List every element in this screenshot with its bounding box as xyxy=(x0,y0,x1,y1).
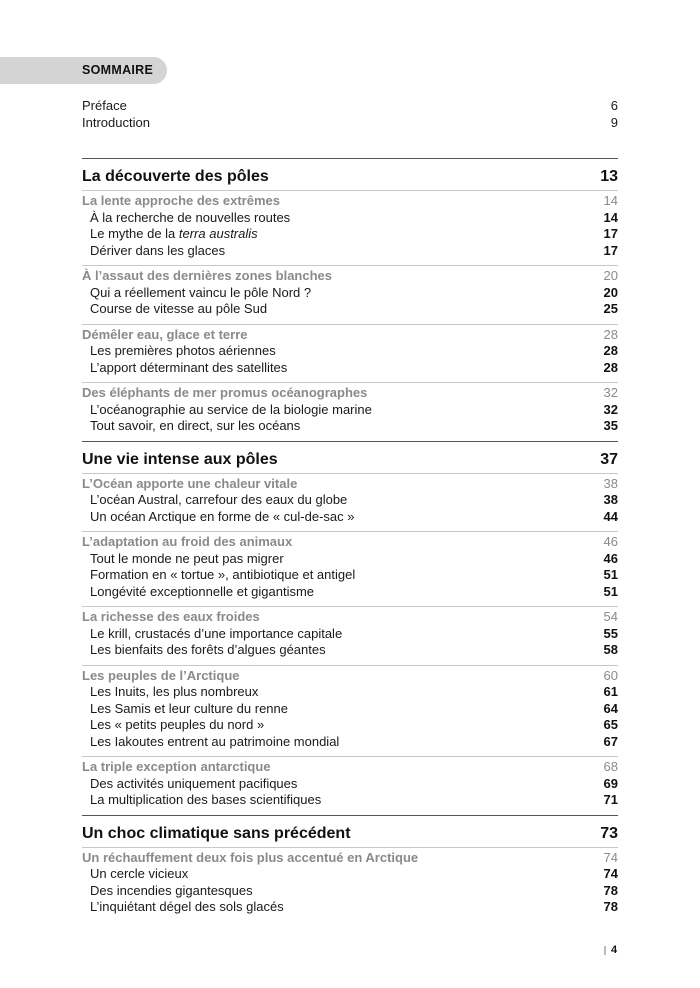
part-page: 73 xyxy=(600,824,618,842)
entry-title-prefix: Le mythe de la xyxy=(90,226,179,241)
toc-section xyxy=(82,606,618,665)
toc-entry xyxy=(82,883,618,900)
entry-page: 20 xyxy=(603,284,618,300)
part-heading xyxy=(82,164,618,190)
section-title: Démêler eau, glace et terre xyxy=(82,326,248,342)
toc-section xyxy=(82,382,618,441)
entry-title: Les « petits peuples du nord » xyxy=(90,717,265,732)
toc-part xyxy=(82,158,618,441)
entry-title: Qui a réellement vaincu le pôle Nord ? xyxy=(90,284,312,300)
toc-entry xyxy=(82,626,618,643)
entry-title: L’apport déterminant des satellites xyxy=(90,359,288,375)
entry-page: 32 xyxy=(603,401,618,417)
sommaire-heading: SOMMAIRE xyxy=(82,63,154,77)
entry-title: Course de vitesse au pôle Sud xyxy=(90,301,268,316)
section-page: 46 xyxy=(603,534,618,549)
entry-title: Des activités uniquement pacifiques xyxy=(90,775,298,791)
front-matter xyxy=(82,98,618,132)
section-title: Des éléphants de mer promus océanographes xyxy=(82,385,368,400)
section-title: À l’assaut des dernières zones blanches xyxy=(82,268,332,283)
entry-title-italic: terra australis xyxy=(178,226,258,241)
entry-title: L’inquiétant dégel des sols glacés xyxy=(90,899,284,914)
entry-page: 28 xyxy=(603,359,618,375)
entry-title: Formation en « tortue », antibiotique et antigel xyxy=(90,567,356,582)
toc-entry xyxy=(82,301,618,318)
section-page: 28 xyxy=(603,326,618,342)
toc-section xyxy=(82,473,618,532)
entry-page: 28 xyxy=(603,343,618,358)
section-title: L’adaptation au froid des animaux xyxy=(82,534,293,549)
section-page: 38 xyxy=(603,475,618,491)
toc-front-entry xyxy=(82,115,618,132)
entry-page: 17 xyxy=(603,226,618,241)
toc-section xyxy=(82,190,618,265)
entry-page: 38 xyxy=(603,492,618,507)
entry-title: Dériver dans les glaces xyxy=(90,242,226,258)
toc-entry xyxy=(82,684,618,701)
entry-page: 55 xyxy=(603,625,618,641)
section-heading xyxy=(82,759,618,776)
entry-title: Un océan Arctique en forme de « cul-de-sac » xyxy=(90,508,355,524)
entry-title xyxy=(90,226,258,241)
entry-title: Les premières photos aériennes xyxy=(90,343,276,358)
entry-title: Les bienfaits des forêts d’algues géantes xyxy=(90,642,326,657)
section-title: L’Océan apporte une chaleur vitale xyxy=(82,475,298,491)
toc-entry xyxy=(82,567,618,584)
entry-page: 58 xyxy=(603,642,618,657)
table-of-contents xyxy=(82,98,618,922)
entry-page: 64 xyxy=(603,700,618,716)
part-heading xyxy=(82,821,618,847)
section-page: 20 xyxy=(603,268,618,283)
section-heading xyxy=(82,476,618,493)
toc-section xyxy=(82,847,618,922)
entry-title: Les Inuits, les plus nombreux xyxy=(90,684,259,699)
entry-page: 74 xyxy=(603,866,618,881)
toc-entry xyxy=(82,226,618,243)
section-heading xyxy=(82,534,618,551)
entry-page: 69 xyxy=(603,775,618,791)
toc-entry xyxy=(82,418,618,435)
page-number: 4 xyxy=(611,944,618,956)
toc-entry xyxy=(82,734,618,751)
toc-entry xyxy=(82,551,618,568)
toc-section xyxy=(82,324,618,383)
toc-section xyxy=(82,531,618,606)
entry-page: 78 xyxy=(603,899,618,914)
toc-parts xyxy=(82,158,618,922)
section-title: Les peuples de l’Arctique xyxy=(82,667,240,683)
entry-page: 65 xyxy=(603,717,618,732)
part-title: Un choc climatique sans précédent xyxy=(82,824,351,842)
section-page: 60 xyxy=(603,667,618,683)
entry-page: 51 xyxy=(603,583,618,599)
sommaire-tab xyxy=(0,57,167,84)
toc-section xyxy=(82,665,618,757)
toc-entry xyxy=(82,285,618,302)
section-heading xyxy=(82,668,618,685)
footer-divider xyxy=(604,946,606,955)
section-heading xyxy=(82,385,618,402)
entry-title: Tout savoir, en direct, sur les océans xyxy=(90,418,301,433)
entry-page: 25 xyxy=(603,301,618,316)
toc-entry xyxy=(82,492,618,509)
entry-title: À la recherche de nouvelles routes xyxy=(90,209,291,225)
section-title: La lente approche des extrêmes xyxy=(82,193,280,208)
entry-title: Tout le monde ne peut pas migrer xyxy=(90,550,284,566)
entry-title: L’océanographie au service de la biologie marine xyxy=(90,401,372,417)
entry-title: Un cercle vicieux xyxy=(90,866,189,881)
section-page: 54 xyxy=(603,609,618,624)
toc-entry xyxy=(82,776,618,793)
entry-page: 46 xyxy=(603,550,618,566)
entry-title: Préface xyxy=(82,98,127,113)
entry-title: Les Samis et leur culture du renne xyxy=(90,700,288,716)
section-page: 68 xyxy=(603,759,618,774)
entry-page: 17 xyxy=(603,242,618,258)
entry-page: 61 xyxy=(603,684,618,699)
section-heading xyxy=(82,850,618,867)
part-page: 13 xyxy=(600,168,618,185)
entry-page: 35 xyxy=(603,418,618,433)
toc-part xyxy=(82,441,618,815)
section-title: La richesse des eaux froides xyxy=(82,609,260,624)
toc-entry xyxy=(82,642,618,659)
entry-page: 44 xyxy=(603,508,618,524)
entry-page: 51 xyxy=(603,567,618,582)
entry-title: Les Iakoutes entrent au patrimoine mondial xyxy=(90,733,340,749)
entry-page: 6 xyxy=(610,98,618,113)
toc-entry xyxy=(82,701,618,718)
part-title: La découverte des pôles xyxy=(82,168,269,185)
toc-entry xyxy=(82,584,618,601)
part-page: 37 xyxy=(600,450,618,468)
toc-entry xyxy=(82,792,618,809)
entry-title: Des incendies gigantesques xyxy=(90,882,253,898)
toc-entry xyxy=(82,210,618,227)
section-heading xyxy=(82,268,618,285)
toc-front-entry xyxy=(82,98,618,115)
entry-page: 67 xyxy=(603,733,618,749)
section-page: 14 xyxy=(603,193,618,208)
section-heading xyxy=(82,193,618,210)
section-title: Un réchauffement deux fois plus accentué en Arctique xyxy=(82,849,419,865)
entry-title: Longévité exceptionnelle et gigantisme xyxy=(90,583,315,599)
section-heading xyxy=(82,327,618,344)
section-page: 74 xyxy=(603,849,618,865)
page-footer xyxy=(604,944,617,956)
toc-entry xyxy=(82,717,618,734)
section-title: La triple exception antarctique xyxy=(82,759,271,774)
toc-section xyxy=(82,265,618,324)
toc-entry xyxy=(82,866,618,883)
toc-entry xyxy=(82,360,618,377)
toc-entry xyxy=(82,343,618,360)
toc-part xyxy=(82,815,618,922)
toc-section xyxy=(82,756,618,815)
entry-page: 78 xyxy=(603,882,618,898)
toc-entry xyxy=(82,509,618,526)
entry-title: Le krill, crustacés d’une importance capitale xyxy=(90,625,343,641)
entry-page: 9 xyxy=(610,115,618,130)
entry-title: La multiplication des bases scientifiques xyxy=(90,792,322,807)
part-title: Une vie intense aux pôles xyxy=(82,450,278,468)
entry-page: 14 xyxy=(603,209,618,225)
entry-title: Introduction xyxy=(82,115,150,130)
part-heading xyxy=(82,447,618,473)
section-heading xyxy=(82,609,618,626)
entry-page: 71 xyxy=(603,792,618,807)
toc-entry xyxy=(82,402,618,419)
entry-title: L’océan Austral, carrefour des eaux du globe xyxy=(90,492,348,507)
toc-entry xyxy=(82,243,618,260)
toc-entry xyxy=(82,899,618,916)
section-page: 32 xyxy=(603,385,618,400)
